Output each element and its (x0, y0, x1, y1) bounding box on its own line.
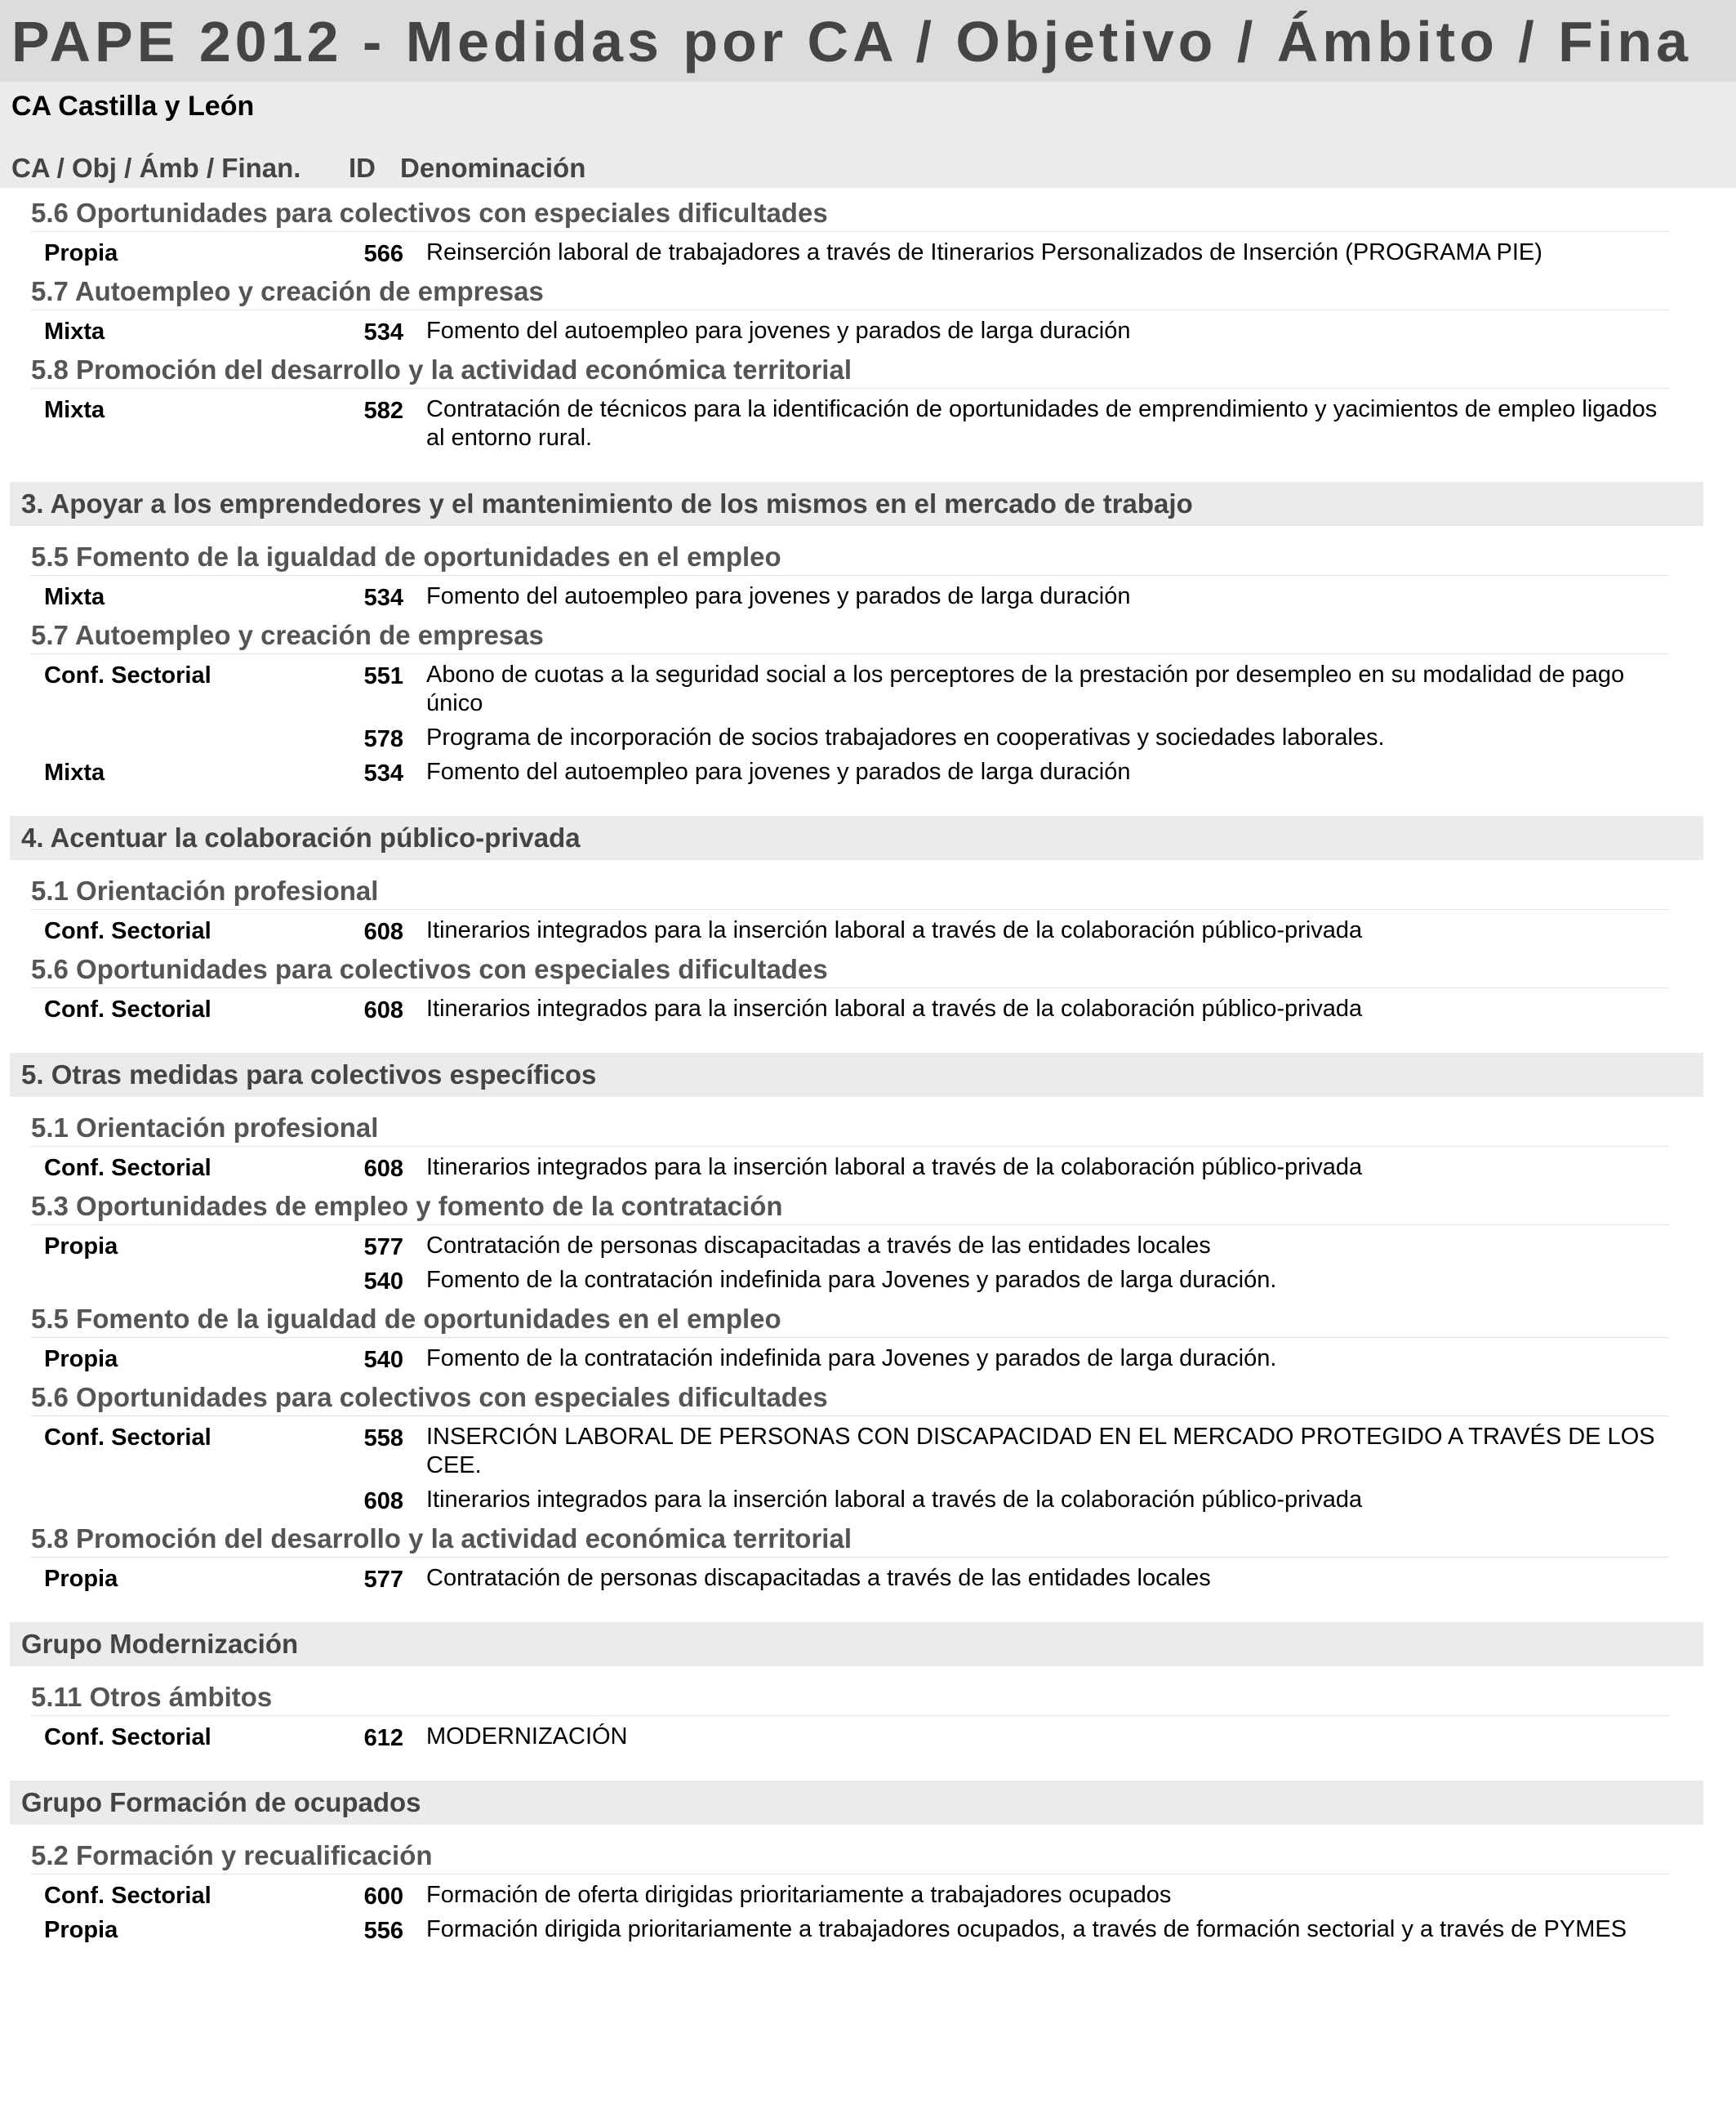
scope-block (31, 1676, 1669, 1754)
financing-type: Mixta (44, 760, 105, 786)
measure-name: Fomento del autoempleo para jovenes y parados de larga duración (426, 583, 1131, 609)
scope-block (31, 1107, 1669, 1185)
financing-type: Propia (44, 1346, 118, 1372)
measure-id: 558 (363, 1425, 403, 1451)
measure-name: Itinerarios integrados para la inserción laboral a través de la colaboración público-privada (426, 1154, 1363, 1180)
measure-name: MODERNIZACIÓN (426, 1723, 628, 1750)
measure-list (363, 393, 1669, 456)
financing-type: Mixta (44, 319, 105, 345)
measure-name: Contratación de personas discapacitadas a través de las entidades locales (426, 1233, 1211, 1259)
measure-list (363, 992, 1669, 1027)
scope-heading: 5.6 Oportunidades para colectivos con especiales dificultades (31, 1376, 1669, 1416)
measure-id: 612 (363, 1725, 403, 1751)
financing-group (31, 393, 1669, 456)
scope-block (31, 349, 1669, 456)
financing-type: Conf. Sectorial (44, 1155, 211, 1181)
financing-type: Propia (44, 1566, 118, 1592)
measure-row (363, 721, 1669, 756)
measure-name: Fomento de la contratación indefinida para Jovenes y parados de larga duración. (426, 1345, 1277, 1371)
objective-heading: 3. Apoyar a los emprendedores y el mantenimiento de los mismos en el mercado de trabajo (10, 482, 1703, 526)
scope-block (31, 1376, 1669, 1518)
measure-row (363, 914, 1669, 948)
measure-row (363, 1420, 1669, 1483)
financing-group (31, 1151, 1669, 1185)
financing-group (31, 1342, 1669, 1376)
financing-group (31, 1229, 1669, 1298)
measure-id: 578 (363, 726, 403, 752)
scope-heading: 5.8 Promoción del desarrollo y la actividad económica territorial (31, 349, 1669, 389)
measure-list (363, 314, 1669, 349)
measure-row (363, 756, 1669, 790)
financing-type: Conf. Sectorial (44, 1424, 211, 1451)
measure-id: 608 (363, 997, 403, 1023)
measure-list (363, 756, 1669, 790)
financing-group (31, 1879, 1669, 1913)
financing-group (31, 314, 1669, 349)
measure-id: 534 (363, 319, 403, 345)
measure-list (363, 1229, 1669, 1298)
financing-type: Propia (44, 1233, 118, 1259)
measure-name: Fomento del autoempleo para jovenes y parados de larga duración (426, 318, 1131, 344)
measure-row (363, 658, 1669, 721)
measure-row (363, 992, 1669, 1027)
financing-group (31, 580, 1669, 614)
financing-group (31, 1420, 1669, 1518)
financing-group (31, 756, 1669, 790)
measure-list (363, 658, 1669, 756)
scope-block (31, 1185, 1669, 1298)
objective-section (0, 816, 1736, 1027)
measure-row (363, 1229, 1669, 1264)
measure-id: 566 (363, 241, 403, 267)
measure-row (363, 1562, 1669, 1596)
measure-list (363, 1151, 1669, 1185)
measure-list (363, 580, 1669, 614)
measure-list (363, 1562, 1669, 1596)
financing-type: Mixta (44, 397, 105, 423)
financing-group (31, 658, 1669, 756)
scope-heading: 5.1 Orientación profesional (31, 1107, 1669, 1147)
column-header-id: ID (349, 153, 376, 183)
measure-list (363, 1720, 1669, 1754)
financing-type: Conf. Sectorial (44, 1724, 211, 1750)
measure-id: 534 (363, 585, 403, 611)
scope-block (31, 1834, 1669, 1947)
scope-heading: 5.2 Formación y recualificación (31, 1834, 1669, 1875)
measure-name: Contratación de técnicos para la identificación de oportunidades de emprendimiento y yacimientos de empleo ligados al entorno rural. (426, 396, 1658, 451)
financing-group (31, 1562, 1669, 1596)
ca-name: CA Castilla y León (11, 91, 255, 122)
financing-group (31, 1720, 1669, 1754)
measure-name: Itinerarios integrados para la inserción laboral a través de la colaboración público-privada (426, 1487, 1363, 1513)
measure-list (363, 1913, 1669, 1947)
financing-type: Mixta (44, 584, 105, 610)
measure-list (363, 1342, 1669, 1376)
measure-name: Itinerarios integrados para la inserción laboral a través de la colaboración público-privada (426, 917, 1363, 943)
measure-row (363, 1151, 1669, 1185)
scope-heading: 5.11 Otros ámbitos (31, 1676, 1669, 1716)
measure-id: 600 (363, 1883, 403, 1910)
measures-list (0, 192, 1736, 1947)
measure-row (363, 1342, 1669, 1376)
measure-id: 551 (363, 663, 403, 689)
measure-id: 608 (363, 1156, 403, 1182)
scope-block (31, 270, 1669, 349)
scope-heading: 5.6 Oportunidades para colectivos con especiales dificultades (31, 948, 1669, 988)
measure-name: Formación de oferta dirigidas prioritariamente a trabajadores ocupados (426, 1882, 1172, 1908)
scope-block (31, 614, 1669, 790)
measure-id: 577 (363, 1234, 403, 1260)
measure-row (363, 1879, 1669, 1913)
measure-row (363, 393, 1669, 456)
measure-id: 582 (363, 398, 403, 424)
objective-section (0, 1781, 1736, 1947)
financing-type: Conf. Sectorial (44, 1883, 211, 1909)
scope-heading: 5.6 Oportunidades para colectivos con especiales dificultades (31, 192, 1669, 232)
measure-id: 540 (363, 1268, 403, 1295)
measure-row (363, 314, 1669, 349)
scope-heading: 5.8 Promoción del desarrollo y la actividad económica territorial (31, 1518, 1669, 1558)
scope-block (31, 1518, 1669, 1596)
financing-type: Conf. Sectorial (44, 662, 211, 689)
measure-row (363, 1264, 1669, 1298)
scope-block (31, 948, 1669, 1027)
measure-name: INSERCIÓN LABORAL DE PERSONAS CON DISCAPACIDAD EN EL MERCADO PROTEGIDO A TRAVÉS DE LOS CEE. (426, 1424, 1655, 1478)
scope-heading: 5.1 Orientación profesional (31, 870, 1669, 910)
scope-block (31, 192, 1669, 270)
measure-name: Reinserción laboral de trabajadores a través de Itinerarios Personalizados de Inserción (PROGRAMA PIE) (426, 239, 1542, 265)
measure-id: 608 (363, 1488, 403, 1514)
scope-block (31, 536, 1669, 614)
objective-section (0, 1622, 1736, 1754)
measure-id: 577 (363, 1567, 403, 1593)
financing-type: Conf. Sectorial (44, 996, 211, 1023)
scope-heading: 5.5 Fomento de la igualdad de oportunidades en el empleo (31, 536, 1669, 576)
measure-id: 556 (363, 1918, 403, 1944)
measure-row (363, 1913, 1669, 1947)
measure-row (363, 1483, 1669, 1518)
report-title: PAPE 2012 - Medidas por CA / Objetivo / Ámbito / Fina (11, 10, 1693, 74)
financing-group (31, 914, 1669, 948)
financing-group (31, 236, 1669, 270)
measure-name: Fomento del autoempleo para jovenes y parados de larga duración (426, 759, 1131, 785)
measure-list (363, 1420, 1669, 1518)
scope-block (31, 1298, 1669, 1376)
measure-name: Fomento de la contratación indefinida para Jovenes y parados de larga duración. (426, 1267, 1277, 1293)
measure-id: 534 (363, 760, 403, 787)
scope-heading: 5.3 Oportunidades de empleo y fomento de la contratación (31, 1185, 1669, 1225)
scope-block (31, 870, 1669, 948)
measure-row (363, 1720, 1669, 1754)
measure-name: Programa de incorporación de socios trabajadores en cooperativas y sociedades laborales. (426, 724, 1385, 751)
financing-group (31, 992, 1669, 1027)
objective-section (0, 482, 1736, 790)
financing-type: Propia (44, 240, 118, 266)
measure-name: Itinerarios integrados para la inserción laboral a través de la colaboración público-privada (426, 996, 1363, 1022)
measure-row (363, 580, 1669, 614)
financing-group (31, 1913, 1669, 1947)
measure-row (363, 236, 1669, 270)
measure-name: Abono de cuotas a la seguridad social a los perceptores de la prestación por desempleo en su modalidad de pago único (426, 662, 1625, 716)
financing-type: Conf. Sectorial (44, 918, 211, 944)
measure-name: Contratación de personas discapacitadas a través de las entidades locales (426, 1565, 1211, 1591)
scope-heading: 5.7 Autoempleo y creación de empresas (31, 270, 1669, 310)
financing-type: Propia (44, 1917, 118, 1943)
measure-id: 540 (363, 1347, 403, 1373)
objective-heading: Grupo Modernización (10, 1622, 1703, 1666)
measure-id: 608 (363, 919, 403, 945)
column-header-name: Denominación (400, 153, 586, 183)
objective-heading: 5. Otras medidas para colectivos específicos (10, 1053, 1703, 1097)
objective-heading: 4. Acentuar la colaboración público-privada (10, 816, 1703, 860)
measure-name: Formación dirigida prioritariamente a trabajadores ocupados, a través de formación sectorial y a través de PYMES (426, 1916, 1627, 1942)
measure-list (363, 1879, 1669, 1913)
objective-section (0, 1053, 1736, 1596)
measure-list (363, 914, 1669, 948)
column-header-ca: CA / Obj / Ámb / Finan. (11, 153, 301, 183)
scope-heading: 5.7 Autoempleo y creación de empresas (31, 614, 1669, 654)
objective-heading: Grupo Formación de ocupados (10, 1781, 1703, 1825)
measure-list (363, 236, 1669, 270)
scope-heading: 5.5 Fomento de la igualdad de oportunidades en el empleo (31, 1298, 1669, 1338)
objective-section (0, 192, 1736, 456)
